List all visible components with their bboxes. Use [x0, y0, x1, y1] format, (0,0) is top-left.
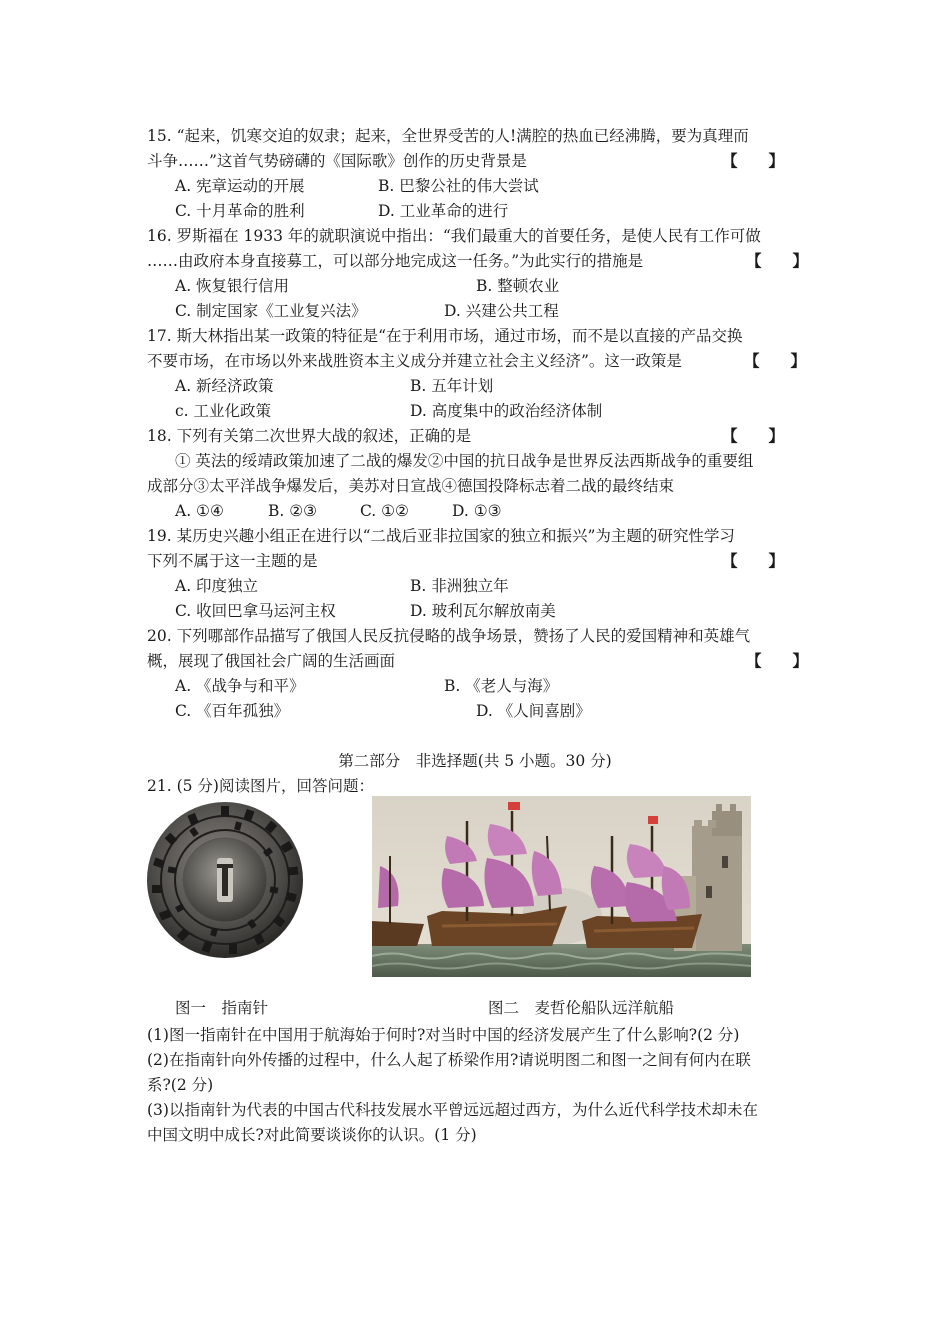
compass-image: [145, 800, 305, 960]
q15-option-d: D. 工业革命的进行: [378, 202, 509, 220]
q15-option-c: C. 十月革命的胜利: [175, 202, 305, 220]
compass-figure: [145, 800, 305, 960]
q17-option-c: c. 工业化政策: [175, 402, 272, 420]
q20-stem-line2: 概，展现了俄国社会广阔的生活画面: [147, 652, 396, 670]
q21-sub1: (1)图一指南针在中国用于航海始于何时?对当时中国的经济发展产生了什么影响?(2 分): [147, 1026, 740, 1044]
q18-option-b: B. ②③: [268, 502, 318, 520]
q21-sub3-line2: 中国文明中成长?对此简要谈谈你的认识。(1 分): [147, 1126, 477, 1144]
q16-stem-line1: 16. 罗斯福在 1933 年的就职演说中指出：“我们最重大的首要任务，是使人民有工作可做: [147, 227, 761, 245]
q17-answer-bracket: 【 】: [744, 351, 807, 370]
q19-option-d: D. 玻利瓦尔解放南美: [410, 602, 556, 620]
q17-option-b: B. 五年计划: [410, 377, 494, 395]
q15-stem-line2: 斗争……”这首气势磅礴的《国际歌》创作的历史背景是: [147, 152, 527, 170]
q19-option-c: C. 收回巴拿马运河主权: [175, 602, 336, 620]
q18-option-a: A. ①④: [175, 502, 224, 520]
q20-option-c: C. 《百年孤独》: [175, 702, 290, 720]
q20-option-b: B. 《老人与海》: [444, 677, 559, 695]
q15-stem-line1: 15. “起来，饥寒交迫的奴隶；起来，全世界受苦的人!满腔的热血已经沸腾，要为真理而: [147, 127, 749, 145]
q19-stem-line1: 19. 某历史兴趣小组正在进行以“二战后亚非拉国家的独立和振兴”为主题的研究性学习: [147, 527, 735, 545]
q20-option-d: D. 《人间喜剧》: [476, 702, 591, 720]
q16-option-b: B. 整顿农业: [476, 277, 560, 295]
q17-stem-line1: 17. 斯大林指出某一政策的特征是“在于利用市场，通过市场，而不是以直接的产品交换: [147, 327, 743, 345]
q18-answer-bracket: 【 】: [722, 426, 785, 445]
ships-image: [372, 796, 751, 977]
q15-option-a: A. 宪章运动的开展: [175, 177, 305, 195]
q19-option-a: A. 印度独立: [175, 577, 259, 595]
q18-statements-line2: 成部分③太平洋战争爆发后，美苏对日宣战④德国投降标志着二战的最终结束: [147, 477, 675, 495]
q16-answer-bracket: 【 】: [746, 251, 809, 270]
figure2-caption: 图二 麦哲伦船队远洋航船: [488, 999, 675, 1017]
q20-stem-line1: 20. 下列哪部作品描写了俄国人民反抗侵略的战争场景，赞扬了人民的爱国精神和英雄气: [147, 627, 751, 645]
q21-sub3-line1: (3)以指南针为代表的中国古代科技发展水平曾远远超过西方，为什么近代科学技术却未在: [147, 1101, 758, 1119]
q20-option-a: A. 《战争与和平》: [175, 677, 305, 695]
q17-stem-line2: 不要市场，在市场以外来战胜资本主义成分并建立社会主义经济”。这一政策是: [147, 352, 682, 370]
q18-option-d: D. ①③: [452, 502, 502, 520]
q21-intro: 21. (5 分)阅读图片，回答问题：: [147, 777, 374, 795]
part2-heading: 第二部分 非选择题(共 5 小题。30 分): [338, 752, 612, 770]
q20-answer-bracket: 【 】: [746, 651, 809, 670]
q21-sub2-line2: 系?(2 分): [147, 1076, 214, 1094]
q19-option-b: B. 非洲独立年: [410, 577, 509, 595]
q16-option-c: C. 制定国家《工业复兴法》: [175, 302, 367, 320]
q18-option-c: C. ①②: [360, 502, 409, 520]
q21-sub2-line1: (2)在指南针向外传播的过程中，什么人起了桥梁作用?请说明图二和图一之间有何内在联: [147, 1051, 751, 1069]
q16-option-a: A. 恢复银行信用: [175, 277, 290, 295]
q18-statements-line1: ① 英法的绥靖政策加速了二战的爆发②中国的抗日战争是世界反法西斯战争的重要组: [175, 452, 754, 470]
q15-answer-bracket: 【 】: [722, 151, 785, 170]
q16-option-d: D. 兴建公共工程: [444, 302, 559, 320]
q18-stem-line1: 18. 下列有关第二次世界大战的叙述，正确的是: [147, 427, 472, 445]
q15-option-b: B. 巴黎公社的伟大尝试: [378, 177, 539, 195]
q16-stem-line2: ……由政府本身直接募工，可以部分地完成这一任务。”为此实行的措施是: [147, 252, 644, 270]
figure1-caption: 图一 指南针: [175, 999, 269, 1017]
q17-option-a: A. 新经济政策: [175, 377, 274, 395]
q19-stem-line2: 下列不属于这一主题的是: [147, 552, 318, 570]
q19-answer-bracket: 【 】: [722, 551, 785, 570]
ships-figure: [372, 796, 751, 977]
q17-option-d: D. 高度集中的政治经济体制: [410, 402, 603, 420]
